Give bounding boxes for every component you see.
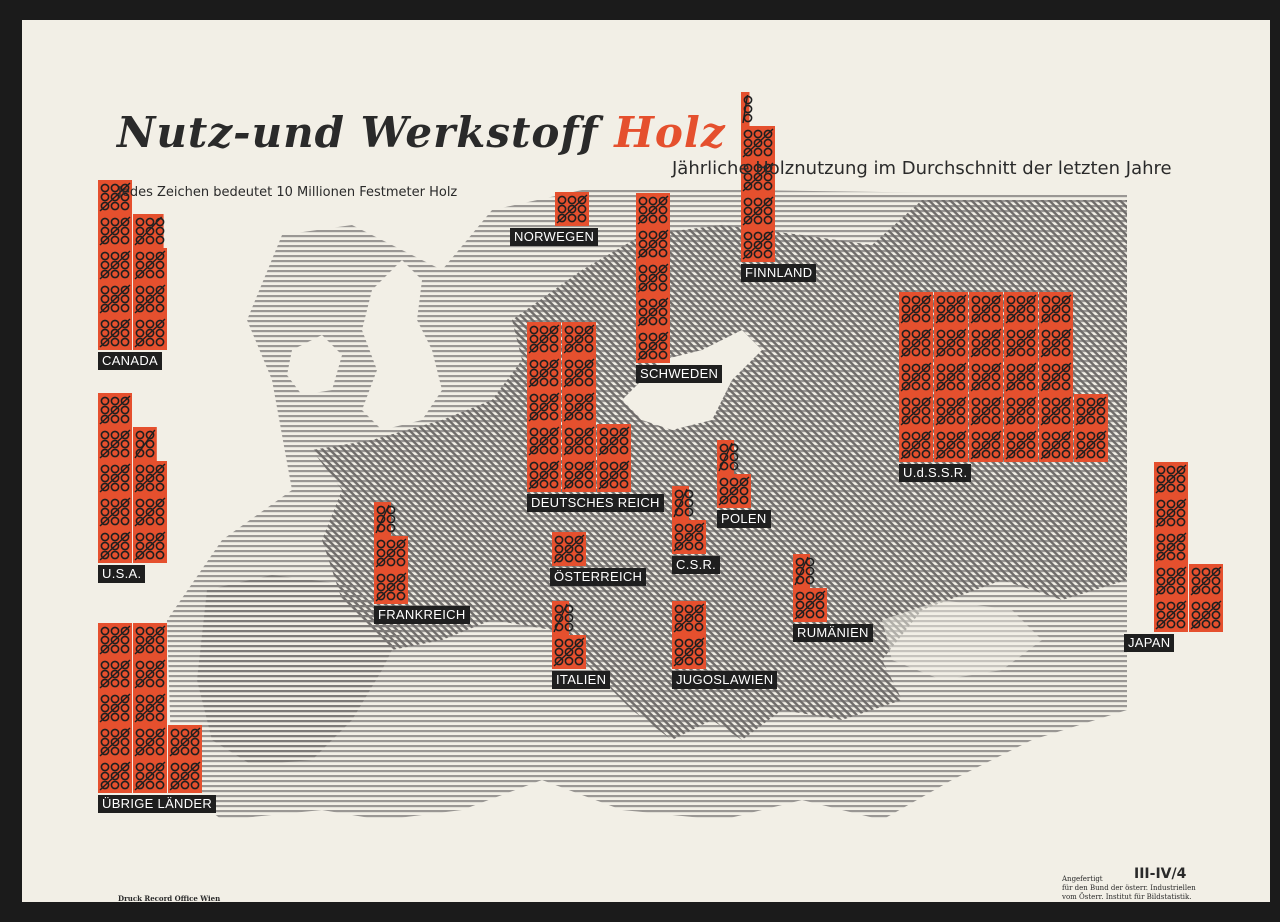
- pictogram-symbol: [133, 282, 167, 316]
- poster-sheet: [22, 20, 1270, 902]
- country-label: POLEN: [717, 510, 771, 528]
- country-label: ITALIEN: [552, 671, 610, 689]
- pictogram-symbol: [133, 725, 167, 759]
- pictogram-symbol: [1039, 394, 1073, 428]
- poster-subtitle: Jährliche Holznutzung im Durchschnitt der letzten Jahre: [672, 158, 1172, 179]
- pictogram-symbol: [98, 725, 132, 759]
- pictogram-symbol: [1154, 564, 1188, 598]
- pictogram-symbol: [1004, 394, 1038, 428]
- pictogram-symbol: [969, 360, 1003, 394]
- pictogram-symbol: [969, 428, 1003, 462]
- pictogram-symbol: [597, 458, 631, 492]
- pictogram-symbol: [552, 635, 586, 669]
- pictogram-symbol: [555, 192, 589, 226]
- pictogram-symbol: [1154, 598, 1188, 632]
- pictogram-symbol: [98, 214, 132, 248]
- country-label: NORWEGEN: [510, 228, 598, 246]
- pictogram-symbol: [1154, 496, 1188, 530]
- pictogram-symbol: [562, 390, 596, 424]
- country-label: FRANKREICH: [374, 606, 470, 624]
- country-label: JAPAN: [1124, 634, 1174, 652]
- pictogram-symbol: [133, 691, 167, 725]
- legend-text: Jedes Zeichen bedeutet 10 Millionen Festmeter Holz: [118, 185, 458, 200]
- pictogram-symbol: [98, 623, 132, 657]
- pictogram-symbol: [1004, 360, 1038, 394]
- sheet-code: III-IV/4: [1134, 866, 1187, 882]
- title-accent: Holz: [614, 108, 726, 157]
- pictogram-symbol: [672, 635, 706, 669]
- pictogram-symbol: [741, 194, 775, 228]
- pictogram-symbol: [597, 424, 631, 458]
- country-label: DEUTSCHES REICH: [527, 494, 664, 512]
- pictogram-symbol: [133, 461, 167, 495]
- pictogram-symbol: [969, 292, 1003, 326]
- pictogram-symbol: [562, 356, 596, 390]
- pictogram-symbol: [934, 292, 968, 326]
- pictogram-symbol: [168, 759, 202, 793]
- country-label: ÖSTERREICH: [550, 568, 646, 586]
- pictogram-symbol: [98, 393, 132, 427]
- pictogram-symbol: [98, 759, 132, 793]
- pictogram-symbol: [168, 725, 202, 759]
- pictogram-symbol: [98, 657, 132, 691]
- pictogram-symbol: [899, 326, 933, 360]
- pictogram-symbol: [1039, 326, 1073, 360]
- pictogram-symbol: [552, 532, 586, 566]
- pictogram-symbol: [527, 458, 561, 492]
- pictogram-symbol: [374, 536, 408, 570]
- pictogram-symbol: [899, 394, 933, 428]
- pictogram-symbol: [1004, 292, 1038, 326]
- pictogram-symbol: [1039, 428, 1073, 462]
- country-label: ÜBRIGE LÄNDER: [98, 795, 216, 813]
- pictogram-symbol: [527, 322, 561, 356]
- pictogram-symbol: [133, 248, 167, 282]
- pictogram-symbol: [899, 360, 933, 394]
- pictogram-symbol: [562, 458, 596, 492]
- country-label: U.S.A.: [98, 565, 145, 583]
- pictogram-symbol: [969, 326, 1003, 360]
- pictogram-symbol: [636, 295, 670, 329]
- pictogram-symbol: [899, 292, 933, 326]
- pictogram-symbol: [98, 495, 132, 529]
- pictogram-symbol: [717, 474, 751, 508]
- title-main: Nutz-und Werkstoff: [117, 108, 599, 157]
- country-label: FINNLAND: [741, 264, 816, 282]
- pictogram-symbol: [98, 461, 132, 495]
- pictogram-symbol: [672, 520, 706, 554]
- country-label: RUMÄNIEN: [793, 624, 873, 642]
- pictogram-symbol: [934, 394, 968, 428]
- pictogram-symbol: [527, 356, 561, 390]
- pictogram-symbol: [133, 495, 167, 529]
- pictogram-symbol: [133, 316, 167, 350]
- pictogram-symbol: [969, 394, 1003, 428]
- pictogram-symbol: [636, 227, 670, 261]
- pictogram-symbol: [636, 261, 670, 295]
- pictogram-symbol: [133, 657, 167, 691]
- pictogram-symbol: [1039, 360, 1073, 394]
- pictogram-symbol: [741, 228, 775, 262]
- pictogram-symbol: [793, 588, 827, 622]
- pictogram-symbol: [562, 424, 596, 458]
- pictogram-symbol: [1039, 292, 1073, 326]
- pictogram-symbol: [527, 390, 561, 424]
- pictogram-symbol: [1154, 462, 1188, 496]
- pictogram-symbol: [1189, 564, 1223, 598]
- pictogram-symbol: [98, 316, 132, 350]
- poster-title: [117, 108, 726, 157]
- pictogram-symbol: [527, 424, 561, 458]
- credit-line-3: vom Österr. Institut für Bildstatistik.: [1062, 893, 1192, 901]
- pictogram-symbol: [1074, 428, 1108, 462]
- pictogram-symbol: [1004, 428, 1038, 462]
- pictogram-symbol: [1074, 394, 1108, 428]
- pictogram-symbol: [636, 193, 670, 227]
- pictogram-symbol: [133, 623, 167, 657]
- pictogram-symbol: [1004, 326, 1038, 360]
- pictogram-symbol: [741, 126, 775, 160]
- pictogram-symbol: [98, 282, 132, 316]
- country-label: JUGOSLAWIEN: [672, 671, 777, 689]
- pictogram-symbol: [98, 248, 132, 282]
- pictogram-symbol: [98, 427, 132, 461]
- pictogram-symbol: [98, 529, 132, 563]
- pictogram-symbol: [1154, 530, 1188, 564]
- pictogram-symbol: [133, 529, 167, 563]
- pictogram-symbol: [672, 601, 706, 635]
- pictogram-symbol: [133, 759, 167, 793]
- pictogram-symbol: [741, 92, 752, 126]
- credit-line-2: für den Bund der österr. Industriellen: [1062, 884, 1196, 892]
- pictogram-symbol: [133, 214, 164, 248]
- pictogram-symbol: [562, 322, 596, 356]
- pictogram-symbol: [133, 427, 157, 461]
- pictogram-symbol: [374, 570, 408, 604]
- country-label: CANADA: [98, 352, 162, 370]
- credit-line-1: Angefertigt: [1062, 875, 1103, 883]
- printer-note: Druck Record Office Wien: [118, 894, 221, 903]
- pictogram-symbol: [899, 428, 933, 462]
- pictogram-symbol: [636, 329, 670, 363]
- pictogram-symbol: [934, 428, 968, 462]
- pictogram-symbol: [1189, 598, 1223, 632]
- country-label: U.d.S.S.R.: [899, 464, 971, 482]
- pictogram-symbol: [98, 691, 132, 725]
- country-label: C.S.R.: [672, 556, 720, 574]
- pictogram-symbol: [934, 360, 968, 394]
- country-label: SCHWEDEN: [636, 365, 722, 383]
- credit-block: [1062, 875, 1196, 902]
- pictogram-symbol: [934, 326, 968, 360]
